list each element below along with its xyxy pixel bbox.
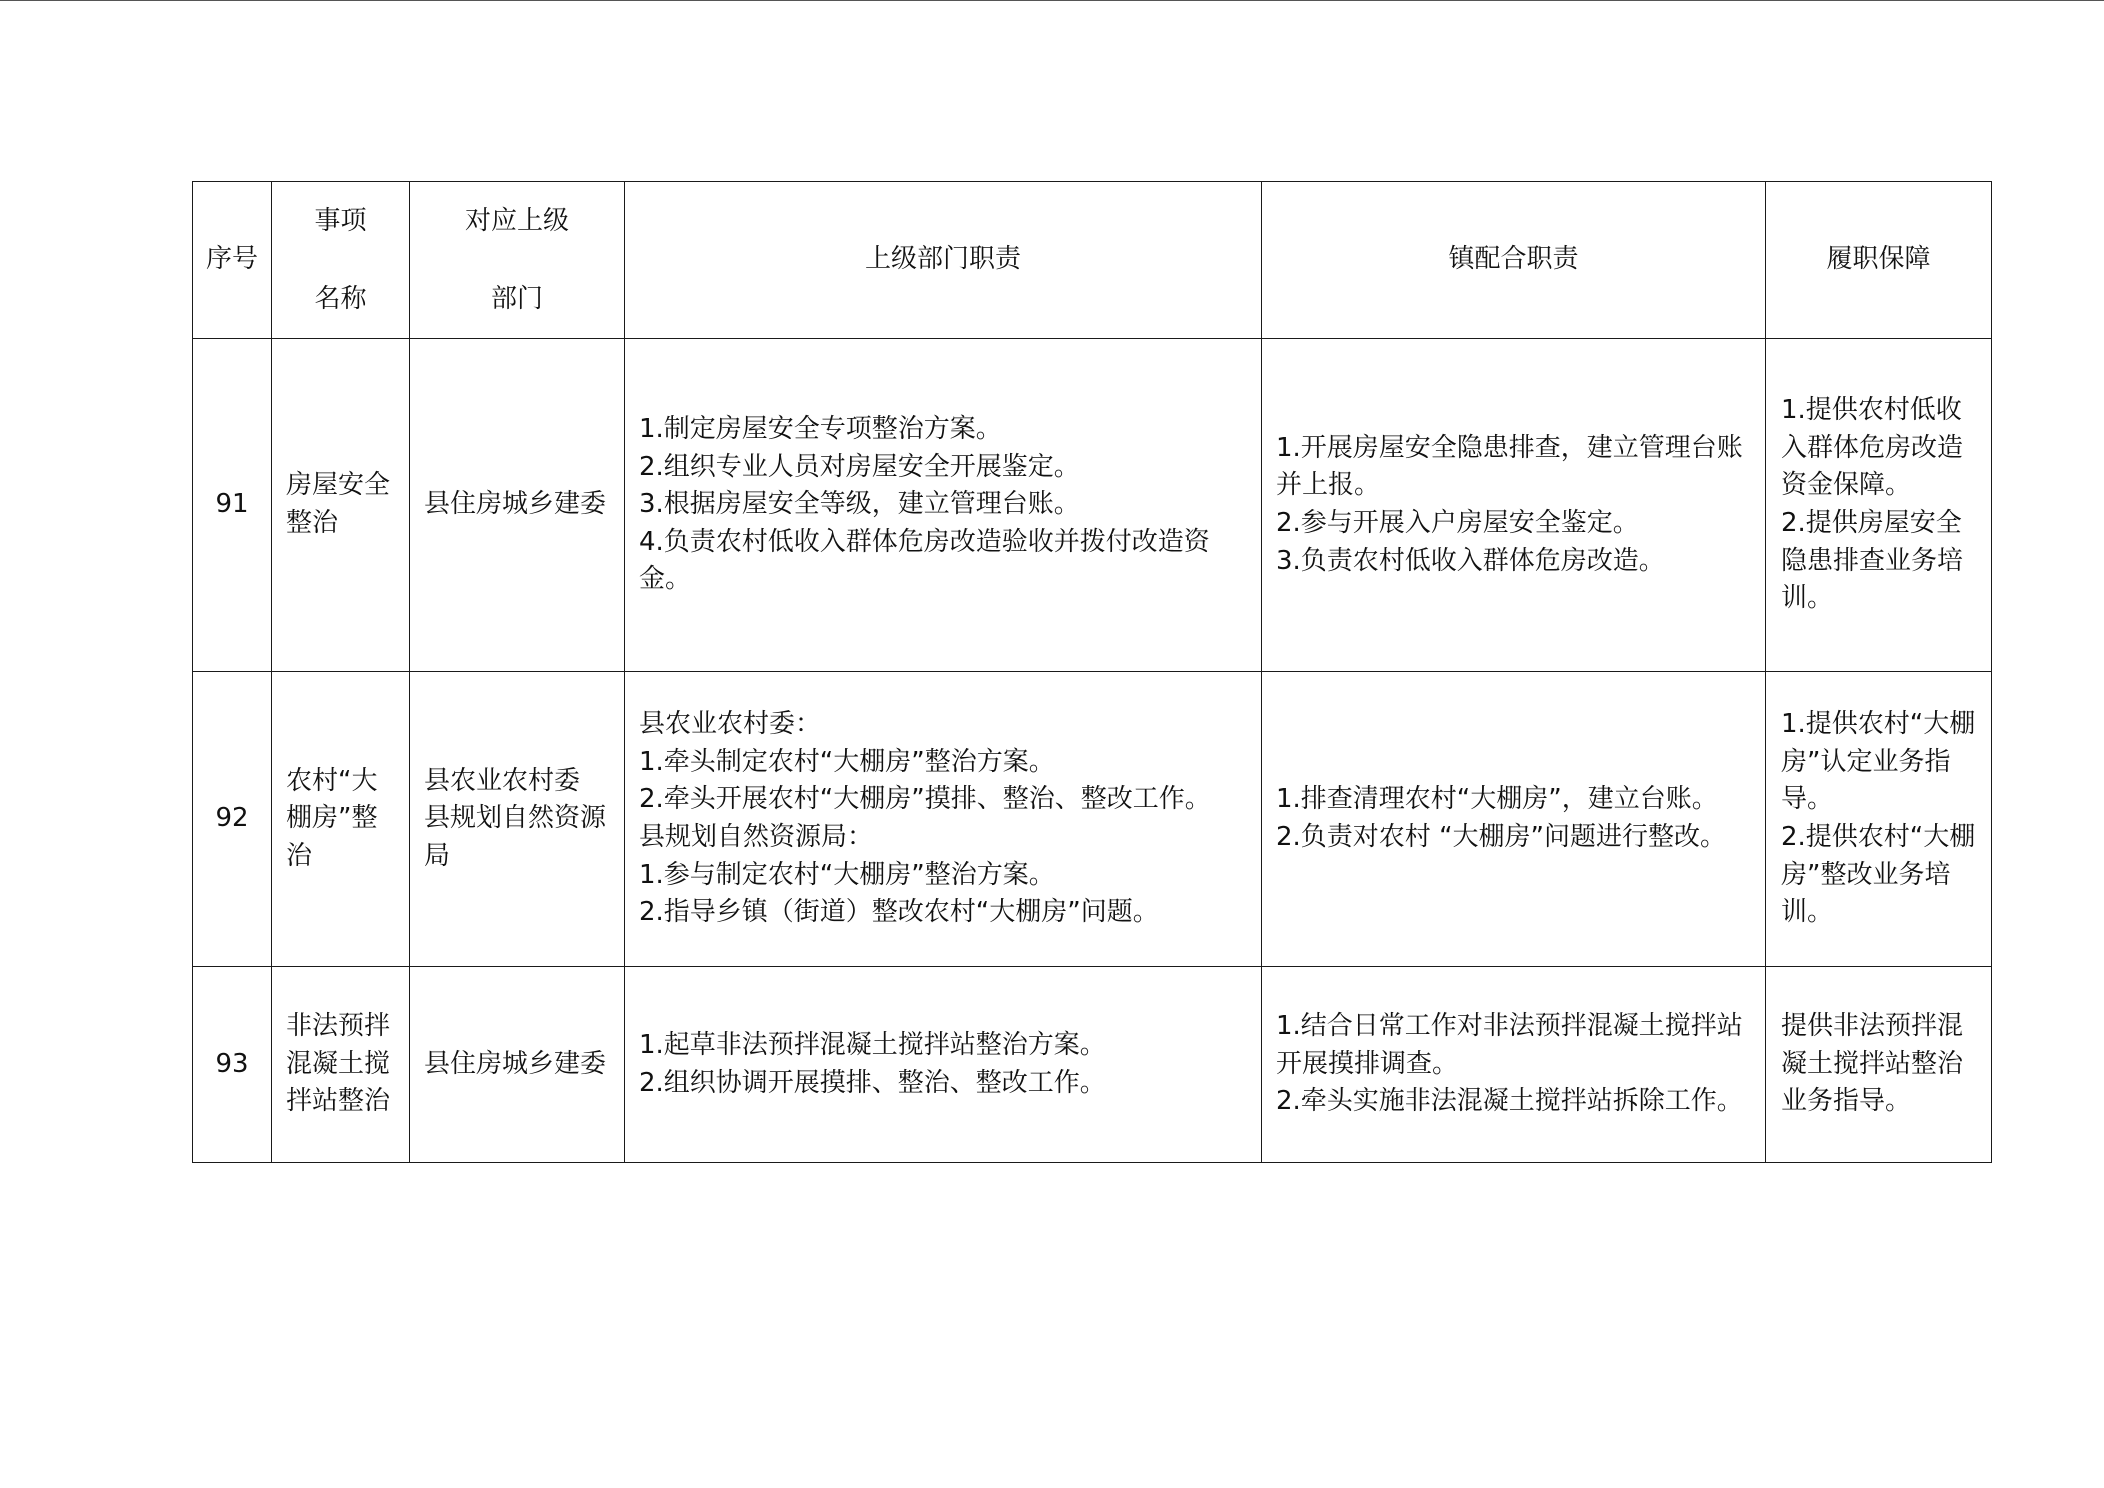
header-seq: 序号 (193, 182, 272, 339)
guarantee-item: 1.提供农村低收入群体危房改造资金保障。 (1781, 395, 1964, 501)
header-item-name (272, 182, 410, 339)
upper-duty-item: 2.指导乡镇（街道）整改农村“大棚房”问题。 (639, 897, 1159, 928)
guarantee-item: 提供非法预拌混凝土搅拌站整治业务指导。 (1781, 1011, 1964, 1117)
upper-duty-item: 1.起草非法预拌混凝土搅拌站整治方案。 (639, 1029, 1106, 1060)
item-name-cell: 房屋安全整治 (272, 339, 410, 672)
town-duty-item: 2.负责对农村 “大棚房”问题进行整改。 (1276, 822, 1727, 852)
header-upper-dept-line: 对应上级 (464, 206, 569, 236)
town-duty-item: 3.负责农村低收入群体危房改造。 (1276, 545, 1665, 576)
header-guarantee: 履职保障 (1766, 182, 1992, 339)
upper-duty-dept-heading: 县规划自然资源局： (639, 822, 874, 852)
header-item-name-line: 名称 (314, 284, 367, 314)
guarantee-cell (1766, 967, 1992, 1163)
header-item-name-line: 事项 (314, 206, 367, 236)
header-upper-duty: 上级部门职责 (625, 182, 1262, 339)
upper-duty-item: 2.牵头开展农村“大棚房”摸排、整治、整改工作。 (639, 784, 1211, 815)
guarantee-item: 1.提供农村“大棚房”认定业务指导。 (1781, 709, 1976, 815)
upper-duty-item: 1.制定房屋安全专项整治方案。 (639, 414, 1002, 445)
upper-dept-item: 县住房城乡建委 (424, 489, 607, 520)
town-duty-item: 2.参与开展入户房屋安全鉴定。 (1276, 508, 1639, 538)
header-upper-dept (410, 182, 625, 339)
table-row (193, 967, 1992, 1163)
page-top-edge (0, 0, 2104, 1)
table-row (193, 672, 1992, 967)
upper-duty-cell (625, 339, 1262, 672)
seq-cell: 91 (193, 339, 272, 672)
upper-duty-cell (625, 967, 1262, 1163)
seq-cell: 92 (193, 672, 272, 967)
upper-duty-dept-heading: 县农业农村委： (639, 709, 822, 740)
item-name-cell: 非法预拌混凝土搅拌站整治 (272, 967, 410, 1163)
header-upper-dept-line: 部门 (490, 284, 543, 314)
upper-dept-cell (410, 339, 625, 672)
header-town-duty: 镇配合职责 (1262, 182, 1766, 339)
town-duty-cell (1262, 339, 1766, 672)
town-duty-cell (1262, 672, 1766, 967)
upper-duty-item: 3.根据房屋安全等级，建立管理台账。 (639, 489, 1080, 520)
town-duty-item: 1.结合日常工作对非法预拌混凝土搅拌站开展摸排调查。 (1276, 1011, 1743, 1079)
upper-duty-item: 2.组织专业人员对房屋安全开展鉴定。 (639, 451, 1080, 482)
upper-dept-item: 县农业农村委 (424, 765, 581, 796)
town-duty-item: 1.排查清理农村“大棚房”，建立台账。 (1276, 784, 1718, 815)
guarantee-item: 2.提供农村“大棚房”整改业务培训。 (1781, 822, 1976, 928)
upper-duty-cell (625, 672, 1262, 967)
upper-dept-cell (410, 967, 625, 1163)
guarantee-cell (1766, 339, 1992, 672)
upper-duty-item: 1.牵头制定农村“大棚房”整治方案。 (639, 746, 1055, 777)
table-row (193, 339, 1992, 672)
town-duty-item: 2.牵头实施非法混凝土搅拌站拆除工作。 (1276, 1086, 1743, 1117)
guarantee-cell (1766, 672, 1992, 967)
upper-duty-item: 1.参与制定农村“大棚房”整治方案。 (639, 859, 1055, 890)
upper-dept-item: 县规划自然资源局 (424, 803, 607, 871)
table-header-row (193, 182, 1992, 339)
guarantee-item: 2.提供房屋安全隐患排查业务培训。 (1781, 508, 1964, 614)
item-name-cell: 农村“大棚房”整治 (272, 672, 410, 967)
upper-duty-item: 4.负责农村低收入群体危房改造验收并拨付改造资金。 (639, 526, 1210, 595)
seq-cell: 93 (193, 967, 272, 1163)
town-duty-item: 1.开展房屋安全隐患排查，建立管理台账并上报。 (1276, 432, 1743, 501)
upper-duty-item: 2.组织协调开展摸排、整治、整改工作。 (639, 1067, 1106, 1098)
upper-dept-item: 县住房城乡建委 (424, 1048, 607, 1079)
duty-table (192, 181, 1992, 1163)
upper-dept-cell (410, 672, 625, 967)
town-duty-cell (1262, 967, 1766, 1163)
